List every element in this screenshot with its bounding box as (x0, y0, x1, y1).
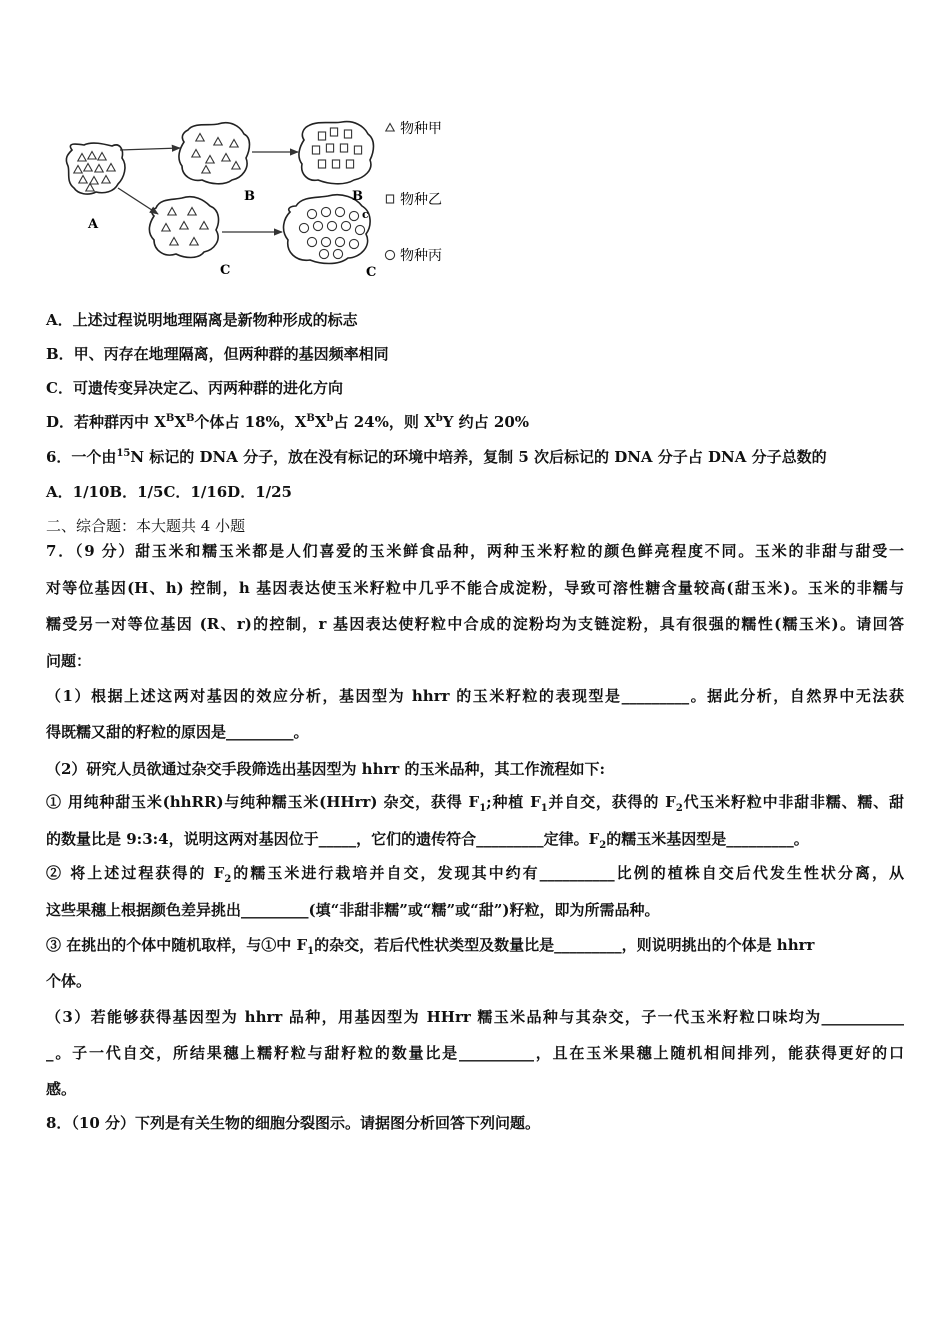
q7-line-4: 问题： (46, 652, 92, 670)
population-A-blob (66, 143, 125, 194)
q5-option-c: C．可遗传变异决定乙、丙两种群的进化方向 (46, 379, 343, 397)
label-C-left: C (220, 263, 231, 278)
population-C-blob (149, 197, 218, 258)
arrow-A-to-B (120, 148, 180, 150)
arrow-A-to-C (118, 188, 158, 214)
population-evolution-figure (60, 108, 480, 293)
label-c-small: c (362, 208, 369, 221)
q7-line-3: 糯受另一对等位基因 (R、r)的控制，r 基因表达使籽粒中合成的淀粉均为支链淀粉，具有很强的糯性(糯玉米)。请回答 (46, 615, 904, 633)
q7-part3-line-3: 感。 (46, 1080, 77, 1098)
population-B-squares (312, 128, 361, 168)
q7-part3-line-1: （3）若能够获得基因型为 hhrr 品种，用基因型为 HHrr 糯玉米品种与其杂交，子一代玉米籽粒口味均为___________ (46, 1008, 904, 1026)
q5-option-d: D．若种群丙中 $X^BX^B$个体占 18%，$X^BX^b$占 24%，则 $X^bY$ 约占 20% (46, 413, 530, 431)
population-B-species-yi-blob (299, 122, 374, 184)
q6-options: A．1/10B．1/5C．1/16D．1/25 (46, 483, 292, 501)
q7-line-1: 7．（9 分）甜玉米和糯玉米都是人们喜爱的玉米鲜食品种，两种玉米籽粒的颜色鲜亮程度不同。玉米的非甜与甜受一 (46, 542, 904, 560)
q7-step3-line-1: ③ 在挑出的个体中随机取样，与①中 $F_1$的杂交，若后代性状类型及数量比是_________，则说明挑出的个体是 hhrr (46, 936, 815, 957)
label-A: A (88, 217, 99, 232)
section-2-heading: 二、综合题：本大题共 4 小题 (46, 517, 246, 535)
q6-stem: 6．一个由$^{15}$N 标记的 DNA 分子，放在没有标记的环境中培养，复制 5 次后标记的 DNA 分子占 DNA 分子总数的 (46, 448, 827, 466)
q5-option-b: B．甲、丙存在地理隔离，但两种群的基因频率相同 (46, 345, 389, 363)
population-B-triangles (192, 134, 240, 174)
population-A-triangles (74, 152, 115, 192)
q7-part2-heading: （2）研究人员欲通过杂交手段筛选出基因型为 hhrr 的玉米品种，其工作流程如下: (46, 760, 606, 778)
q7-step2-line-2: 这些果穗上根据颜色差异挑出_________(填“非甜非糯”或“糯”或“甜”)籽粒，即为所需品种。 (46, 901, 660, 919)
q7-part1-line-1: （1）根据上述这两对基因的效应分析，基因型为 hhrr 的玉米籽粒的表现型是_________。据此分析，自然界中无法获 (46, 687, 904, 705)
q7-step1-line-2: 的数量比是 9:3:4，说明这两对基因位于_____，它们的遗传符合_________定律。$F_2$的糯玉米基因型是_________。 (46, 830, 809, 851)
q7-step3-line-2: 个体。 (46, 972, 92, 990)
label-B-left: B (244, 189, 255, 204)
label-C-right: C (366, 265, 377, 280)
label-B-right: B (352, 189, 363, 204)
q7-line-2: 对等位基因(H、h) 控制，h 基因表达使玉米籽粒中几乎不能合成淀粉，导致可溶性糖含量较高(甜玉米)。玉米的非糯与 (46, 579, 904, 597)
q7-step2-line-1: ② 将上述过程获得的 $F_2$的糯玉米进行栽培并自交，发现其中约有__________比例的植株自交后代发生性状分离，从 (46, 864, 904, 885)
svg-text:物种乙: 物种乙 (400, 192, 442, 208)
q8-stem: 8．（10 分）下列是有关生物的细胞分裂图示。请据图分析回答下列问题。 (46, 1114, 541, 1132)
population-C-species-bing-blob (284, 195, 371, 264)
legend-species-jia (386, 120, 442, 137)
svg-text:物种甲: 物种甲 (400, 121, 442, 137)
q7-part1-line-2: 得既糯又甜的籽粒的原因是_________。 (46, 723, 309, 741)
legend-species-yi (386, 191, 442, 208)
population-C-circles (299, 207, 364, 258)
q5-option-a: A．上述过程说明地理隔离是新物种形成的标志 (46, 311, 358, 329)
q7-step1-line-1: ① 用纯种甜玉米(hhRR)与纯种糯玉米(HHrr) 杂交，获得 $F_1$;种植 $F_1$并自交，获得的 $F_2$代玉米籽粒中非甜非糯、糯、甜 (46, 793, 904, 814)
population-C-triangles (162, 208, 208, 246)
population-B-blob (179, 123, 250, 184)
q7-part3-line-2: _。子一代自交，所结果穗上糯籽粒与甜籽粒的数量比是__________，且在玉米果穗上随机相间排列，能获得更好的口 (46, 1044, 904, 1062)
svg-text:物种丙: 物种丙 (400, 248, 442, 264)
legend-species-bing (385, 247, 442, 264)
